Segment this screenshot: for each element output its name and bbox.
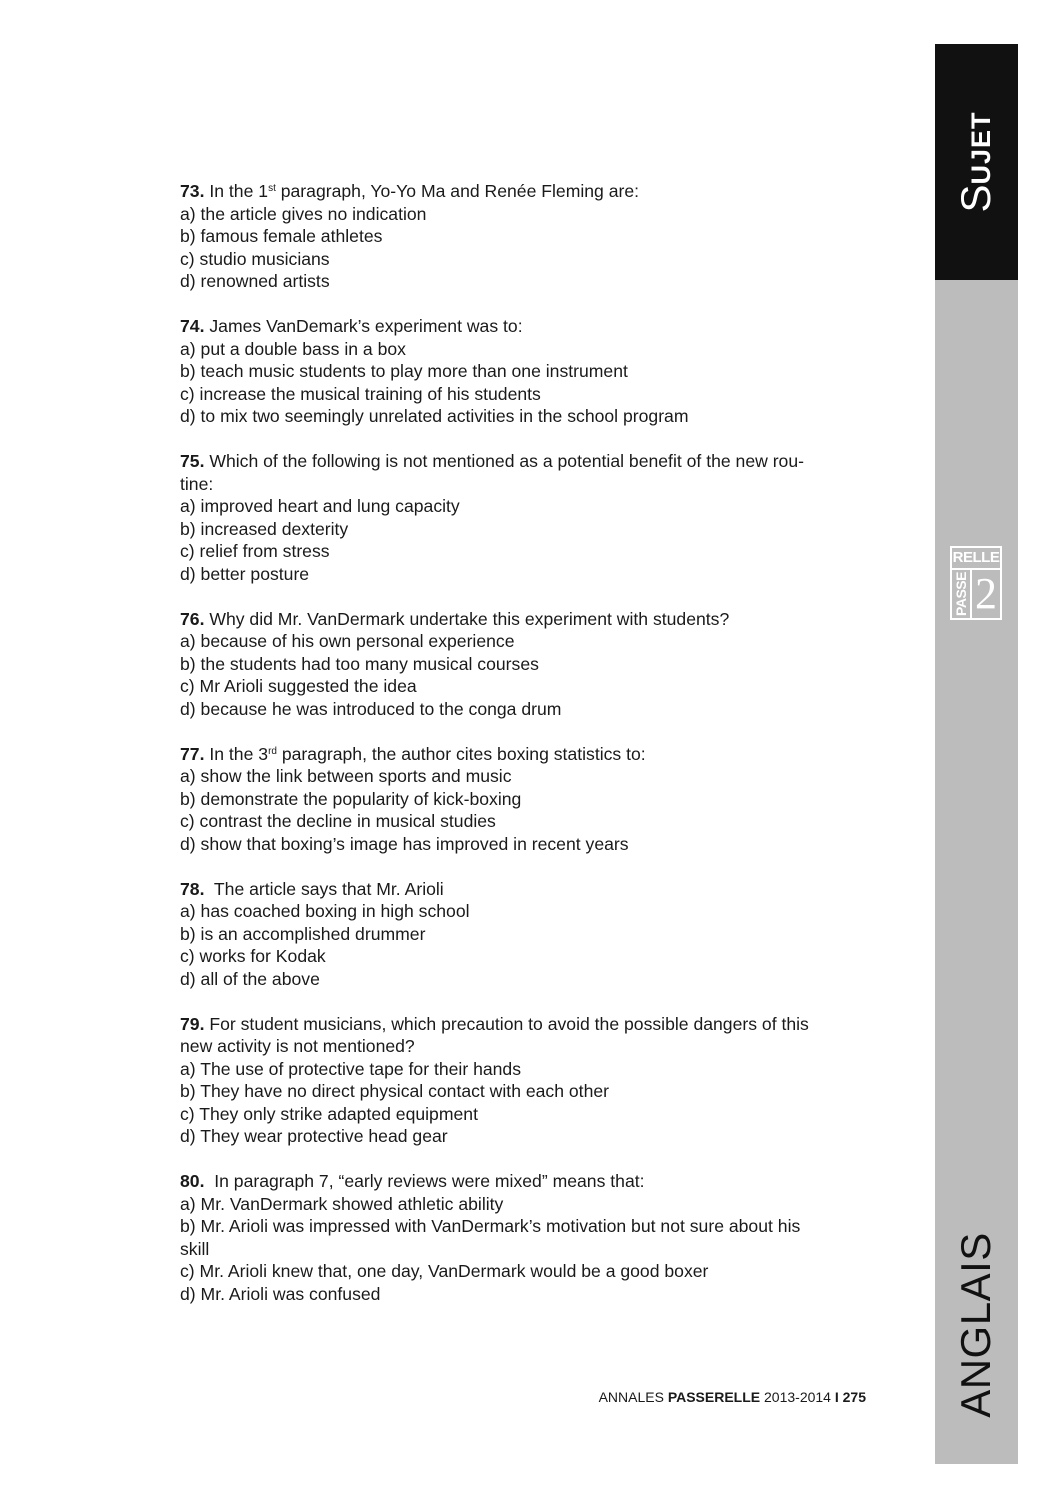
logo-number: 2 bbox=[975, 569, 997, 618]
answer-option-continued: skill bbox=[180, 1238, 210, 1259]
question-stem bbox=[180, 878, 866, 901]
answer-option: b) They have no direct physical contact with each other bbox=[180, 1081, 610, 1101]
answer-option: c) studio musicians bbox=[180, 248, 330, 269]
answer-option: b) Mr. Arioli was impressed with VanDermark’s motivation but not sure about his bbox=[180, 1216, 801, 1236]
answer-option: a) improved heart and lung capacity bbox=[180, 496, 460, 516]
answer-option: b) the students had too many musical courses bbox=[180, 653, 539, 674]
logo-relle-text: RELLE bbox=[952, 548, 1000, 570]
footer-separator: I bbox=[834, 1389, 839, 1405]
stem-text: Why did Mr. VanDermark undertake this experiment with students? bbox=[204, 608, 730, 629]
stem-text: In the 1 bbox=[204, 181, 269, 201]
answer-option: d) show that boxing’s image has improved in recent years bbox=[180, 833, 629, 854]
answer-option: c) works for Kodak bbox=[180, 946, 326, 966]
passerelle-logo bbox=[950, 546, 1002, 620]
answer-option: a) show the link between sports and music bbox=[180, 766, 512, 786]
footer-prefix: ANNALES bbox=[598, 1389, 668, 1405]
stem-text: paragraph, the author cites boxing statistics to: bbox=[276, 743, 646, 764]
answer-option: c) They only strike adapted equipment bbox=[180, 1103, 478, 1124]
logo-passe-box bbox=[952, 570, 972, 618]
question-74 bbox=[180, 315, 866, 428]
question-list bbox=[180, 180, 866, 1328]
stem-text: James VanDemark’s experiment was to: bbox=[204, 316, 523, 336]
question-number: 77. bbox=[180, 743, 205, 764]
answer-option: b) increased dexterity bbox=[180, 518, 349, 539]
answer-option: d) because he was introduced to the conga drum bbox=[180, 698, 562, 719]
page-number: 275 bbox=[838, 1389, 866, 1405]
answer-option: d) Mr. Arioli was confused bbox=[180, 1283, 381, 1304]
answer-option: b) is an accomplished drummer bbox=[180, 923, 426, 944]
answer-option: d) to mix two seemingly unrelated activities in the school program bbox=[180, 406, 689, 426]
section-label-rest: UJET bbox=[966, 111, 996, 185]
footer-years: 2013-2014 bbox=[760, 1389, 835, 1405]
question-73 bbox=[180, 180, 866, 293]
answer-option: c) Mr. Arioli knew that, one day, VanDermark would be a good boxer bbox=[180, 1261, 709, 1281]
section-label-initial: S bbox=[952, 184, 999, 213]
question-stem-continued: tine: bbox=[180, 473, 214, 494]
ordinal-suffix: st bbox=[268, 183, 276, 194]
question-number: 79. bbox=[180, 1013, 205, 1034]
question-number: 75. bbox=[180, 451, 205, 471]
stem-text: In the 3 bbox=[204, 743, 269, 764]
logo-passe-text: PASSE bbox=[953, 572, 969, 616]
answer-option: a) has coached boxing in high school bbox=[180, 901, 470, 921]
subject-label: ANGLAIS bbox=[952, 1232, 999, 1418]
question-stem bbox=[180, 608, 866, 631]
question-80 bbox=[180, 1170, 866, 1305]
question-stem-continued: new activity is not mentioned? bbox=[180, 1036, 415, 1056]
stem-text: Which of the following is not mentioned as a potential benefit of the new rou- bbox=[204, 451, 804, 471]
answer-option: c) relief from stress bbox=[180, 541, 330, 561]
question-stem bbox=[180, 743, 866, 766]
question-number: 78. bbox=[180, 878, 205, 899]
answer-option: c) Mr Arioli suggested the idea bbox=[180, 676, 417, 696]
page-footer bbox=[560, 1389, 866, 1405]
section-label bbox=[952, 111, 1000, 212]
answer-option: d) better posture bbox=[180, 563, 310, 584]
answer-option: b) famous female athletes bbox=[180, 226, 383, 246]
answer-option: c) increase the musical training of his students bbox=[180, 383, 541, 404]
answer-option: d) renowned artists bbox=[180, 271, 330, 291]
answer-option: a) the article gives no indication bbox=[180, 203, 427, 224]
answer-option: b) teach music students to play more than one instrument bbox=[180, 361, 628, 381]
answer-option: a) put a double bass in a box bbox=[180, 338, 406, 359]
question-number: 80. bbox=[180, 1171, 205, 1191]
question-75 bbox=[180, 450, 866, 585]
question-78 bbox=[180, 878, 866, 991]
question-number: 76. bbox=[180, 608, 205, 629]
question-number: 73. bbox=[180, 181, 205, 201]
answer-option: b) demonstrate the popularity of kick-boxing bbox=[180, 788, 522, 809]
answer-option: a) because of his own personal experience bbox=[180, 631, 515, 651]
question-stem bbox=[180, 1013, 866, 1036]
answer-option: d) They wear protective head gear bbox=[180, 1126, 448, 1146]
stem-text: The article says that Mr. Arioli bbox=[204, 878, 444, 899]
question-76 bbox=[180, 608, 866, 721]
answer-option: c) contrast the decline in musical studies bbox=[180, 811, 496, 831]
answer-option: a) The use of protective tape for their hands bbox=[180, 1058, 521, 1079]
question-stem bbox=[180, 315, 866, 338]
question-stem bbox=[180, 180, 866, 203]
ordinal-suffix: rd bbox=[268, 745, 277, 757]
stem-text: paragraph, Yo-Yo Ma and Renée Fleming are: bbox=[275, 181, 640, 201]
question-stem bbox=[180, 1170, 866, 1193]
question-stem bbox=[180, 450, 866, 473]
question-77 bbox=[180, 743, 866, 856]
stem-text: For student musicians, which precaution to avoid the possible dangers of this bbox=[204, 1013, 809, 1034]
question-79 bbox=[180, 1013, 866, 1148]
answer-option: d) all of the above bbox=[180, 968, 320, 989]
question-number: 74. bbox=[180, 316, 205, 336]
answer-option: a) Mr. VanDermark showed athletic ability bbox=[180, 1193, 504, 1214]
footer-brand: PASSERELLE bbox=[667, 1389, 761, 1405]
stem-text: In paragraph 7, “early reviews were mixed” means that: bbox=[204, 1171, 645, 1191]
